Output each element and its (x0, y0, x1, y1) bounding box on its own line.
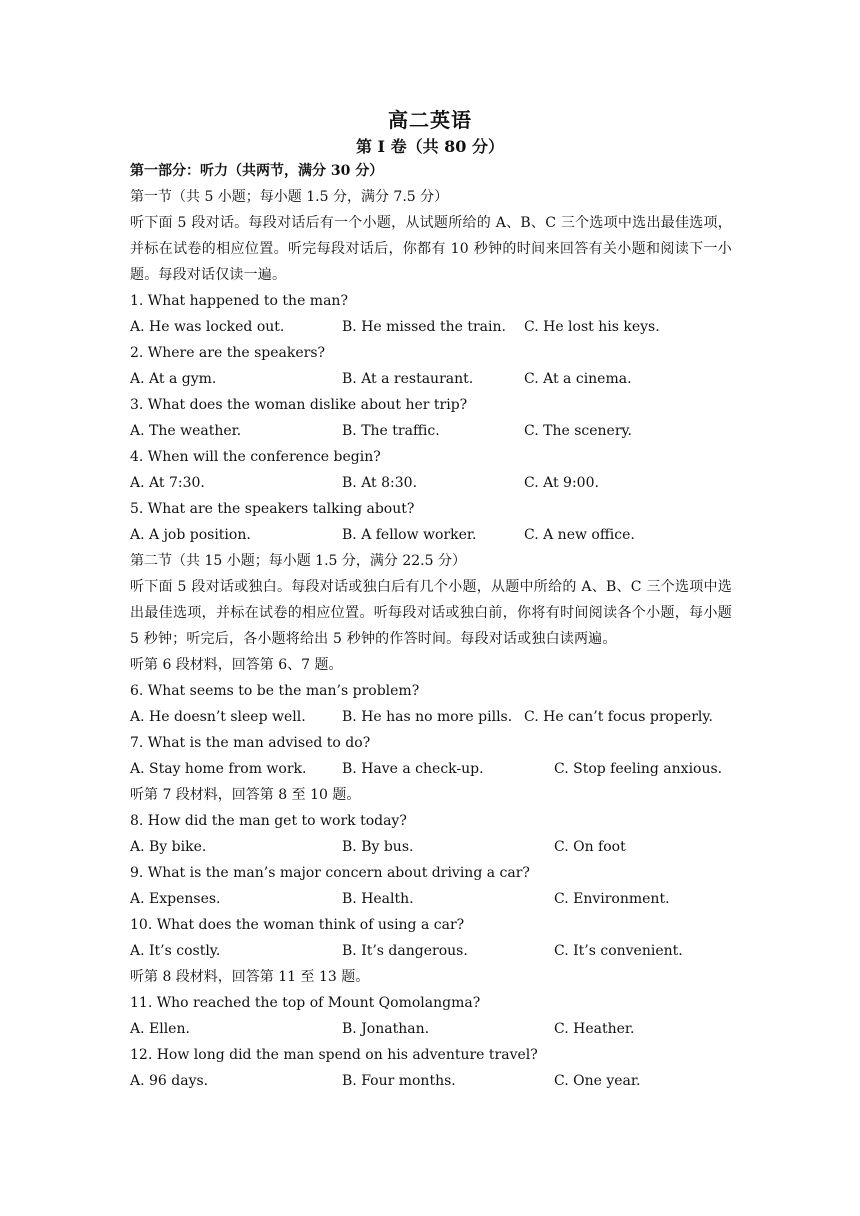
option-a: A. Expenses. (130, 891, 221, 907)
question-2: 2. Where are the speakers? (130, 345, 326, 361)
question-11: 11. Who reached the top of Mount Qomolangma? (130, 995, 481, 1011)
options-row-8 (130, 834, 732, 860)
option-b: B. By bus. (342, 839, 414, 855)
exam-content (130, 158, 732, 1094)
option-b: B. Have a check-up. (342, 761, 484, 777)
options-row-7 (130, 756, 732, 782)
question-5: 5. What are the speakers talking about? (130, 501, 415, 517)
question-3: 3. What does the woman dislike about her trip? (130, 397, 468, 413)
question-9: 9. What is the man’s major concern about driving a car? (130, 865, 530, 881)
option-a: A. By bike. (130, 839, 207, 855)
option-c: C. On foot (554, 839, 626, 855)
question-6: 6. What seems to be the man’s problem? (130, 683, 420, 699)
option-c: C. He lost his keys. (524, 319, 660, 335)
part1-heading: 第一部分：听力（共两节，满分 30 分） (130, 163, 384, 179)
option-a: A. A job position. (130, 527, 251, 543)
options-row-4 (130, 470, 732, 496)
option-a: A. At 7:30. (130, 475, 205, 491)
option-a: A. He doesn’t sleep well. (130, 709, 306, 725)
option-b: B. Jonathan. (342, 1021, 430, 1037)
section2-heading: 第二节（共 15 小题；每小题 1.5 分，满分 22.5 分） (130, 553, 466, 569)
page-title: 高二英语 (388, 108, 472, 132)
option-b: B. He has no more pills. (342, 709, 513, 725)
option-c: C. A new office. (524, 527, 635, 543)
section1-instruction: 听下面 5 段对话。每段对话后有一个小题，从试题所给的 A、B、C 三个选项中选出最佳选项，并标在试卷的相应位置。听完每段对话后，你都有 10 秒钟的时间来回答有关小题和阅读下一小题。每段对话仅读一遍。 (130, 215, 732, 283)
option-b: B. A fellow worker. (342, 527, 477, 543)
option-b: B. The traffic. (342, 423, 440, 439)
options-row-6 (130, 704, 732, 730)
option-b: B. At a restaurant. (342, 371, 474, 387)
question-10: 10. What does the woman think of using a car? (130, 917, 465, 933)
options-row-10 (130, 938, 732, 964)
options-row-3 (130, 418, 732, 444)
option-c: C. One year. (554, 1073, 641, 1089)
group-7-label: 听第 7 段材料，回答第 8 至 10 题。 (130, 787, 361, 803)
option-a: A. Ellen. (130, 1021, 190, 1037)
options-row-5 (130, 522, 732, 548)
option-a: A. It’s costly. (130, 943, 221, 959)
question-8: 8. How did the man get to work today? (130, 813, 407, 829)
options-row-2 (130, 366, 732, 392)
question-12: 12. How long did the man spend on his adventure travel? (130, 1047, 538, 1063)
option-a: A. Stay home from work. (130, 761, 307, 777)
section1-heading: 第一节（共 5 小题；每小题 1.5 分，满分 7.5 分） (130, 189, 449, 205)
question-7: 7. What is the man advised to do? (130, 735, 371, 751)
options-row-9 (130, 886, 732, 912)
option-c: C. At 9:00. (524, 475, 599, 491)
option-c: C. Heather. (554, 1021, 635, 1037)
volume-subtitle: 第 I 卷（共 80 分） (355, 137, 505, 156)
question-4: 4. When will the conference begin? (130, 449, 381, 465)
option-c: C. The scenery. (524, 423, 633, 439)
options-row-1 (130, 314, 732, 340)
option-c: C. Environment. (554, 891, 670, 907)
section2-instruction: 听下面 5 段对话或独白。每段对话或独白后有几个小题，从题中所给的 A、B、C 三个选项中选出最佳选项，并标在试卷的相应位置。听每段对话或独白前，你将有时间阅读各个小题，每小题 5 秒钟；听完后，各小题将给出 5 秒钟的作答时间。每段对话或独白读两遍。 (130, 579, 732, 647)
group-6-label: 听第 6 段材料，回答第 6、7 题。 (130, 657, 343, 673)
option-c: C. He can’t focus properly. (524, 709, 713, 725)
option-b: B. It’s dangerous. (342, 943, 468, 959)
option-a: A. 96 days. (130, 1073, 209, 1089)
option-b: B. Four months. (342, 1073, 456, 1089)
option-c: C. It’s convenient. (554, 943, 683, 959)
options-row-12 (130, 1068, 732, 1094)
option-c: C. Stop feeling anxious. (554, 761, 723, 777)
option-a: A. The weather. (130, 423, 242, 439)
option-a: A. He was locked out. (130, 319, 285, 335)
option-c: C. At a cinema. (524, 371, 632, 387)
option-b: B. Health. (342, 891, 414, 907)
option-b: B. At 8:30. (342, 475, 418, 491)
option-b: B. He missed the train. (342, 319, 506, 335)
group-8-label: 听第 8 段材料，回答第 11 至 13 题。 (130, 969, 370, 985)
options-row-11 (130, 1016, 732, 1042)
option-a: A. At a gym. (130, 371, 217, 387)
question-1: 1. What happened to the man? (130, 293, 348, 309)
